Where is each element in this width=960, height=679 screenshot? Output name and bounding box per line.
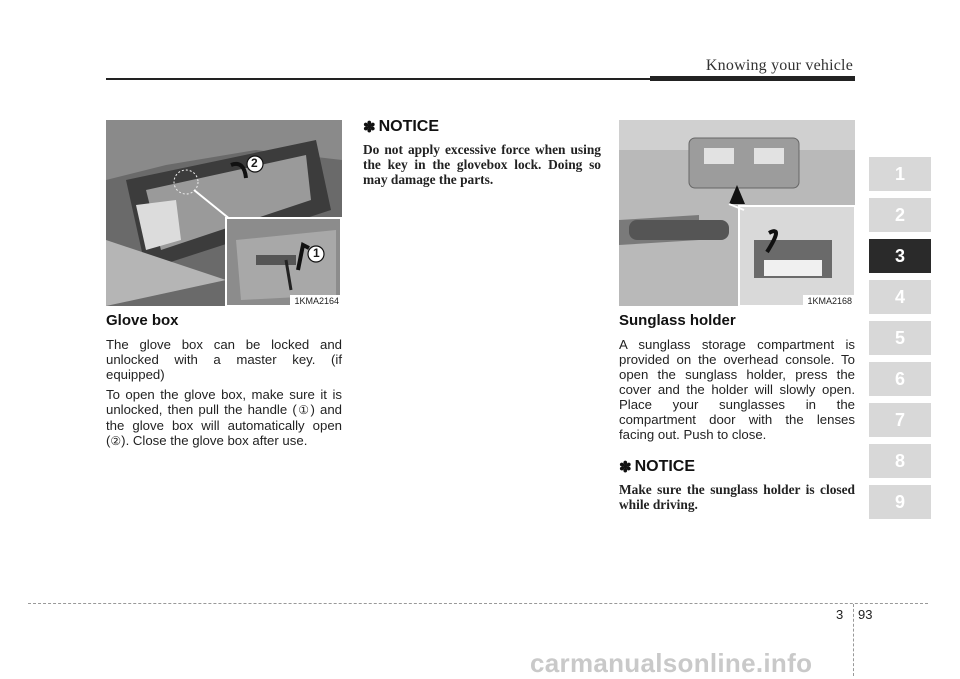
image-code: 1KMA2164 <box>290 295 342 306</box>
image-code: 1KMA2168 <box>803 295 855 306</box>
sunglass-photo <box>619 120 855 306</box>
chapter-tab-1[interactable]: 1 <box>869 157 931 191</box>
callout-1-label: 1 <box>313 246 320 260</box>
circled-2: ② <box>110 434 122 448</box>
sunglass-para: A sunglass storage compartment is provided on the overhead console. To open the sunglass holder, press the cover and the holder will slowly open. Place your sunglasses in the compartment door with the lenses facing out. Push to close. <box>619 337 855 442</box>
chapter-tab-8[interactable]: 8 <box>869 444 931 478</box>
notice-2-text: Make sure the sunglass holder is closed while driving. <box>619 482 855 512</box>
sunglass-section <box>619 120 855 512</box>
notice-star-icon: ✽ <box>363 119 376 136</box>
notice-1-section <box>363 118 601 187</box>
glove-box-photo <box>106 120 342 306</box>
notice-1-title: NOTICE <box>378 118 440 135</box>
callout-2-label: 2 <box>251 156 258 170</box>
chapter-tab-9[interactable]: 9 <box>869 485 931 519</box>
footer-page-number: 93 <box>858 607 873 622</box>
notice-2-title: NOTICE <box>634 458 696 475</box>
glove-box-heading: Glove box <box>106 312 179 329</box>
notice-2-heading <box>619 458 855 476</box>
chapter-tab-6[interactable]: 6 <box>869 362 931 396</box>
header-rule-thick <box>650 76 855 81</box>
sunglass-illustration <box>619 120 855 306</box>
chapter-tab-3[interactable]: 3 <box>869 239 931 273</box>
sunglass-heading: Sunglass holder <box>619 312 736 329</box>
footer-divider <box>853 604 854 676</box>
notice-1-heading <box>363 118 601 136</box>
chapter-tab-4[interactable]: 4 <box>869 280 931 314</box>
footer-rule <box>28 603 928 604</box>
glove-box-para2 <box>106 387 342 449</box>
chapter-tab-5[interactable]: 5 <box>869 321 931 355</box>
chapter-tab-7[interactable]: 7 <box>869 403 931 437</box>
footer-chapter: 3 <box>836 607 844 622</box>
notice-1-text: Do not apply excessive force when using the key in the glovebox lock. Doing so may damage the parts. <box>363 142 601 187</box>
header-rule <box>106 78 650 80</box>
chapter-tab-2[interactable]: 2 <box>869 198 931 232</box>
glove-box-para1: The glove box can be locked and unlocked with a master key. (if equipped) <box>106 337 342 382</box>
para2-part-c: ). Close the glove box after use. <box>121 433 308 448</box>
header-title: Knowing your vehicle <box>705 57 853 74</box>
glove-box-section <box>106 120 342 454</box>
circled-1: ① <box>296 403 311 417</box>
para2-part-a: To open the glove box, make sure it is unlocked, then pull the handle ( <box>106 387 342 417</box>
watermark: carmanualsonline.info <box>530 648 813 678</box>
callout-marks <box>106 120 342 306</box>
notice-star-icon: ✽ <box>619 459 632 476</box>
chapter-tabs <box>869 157 931 526</box>
para2-part-b: ) and the glove box will automatically open ( <box>106 402 342 448</box>
